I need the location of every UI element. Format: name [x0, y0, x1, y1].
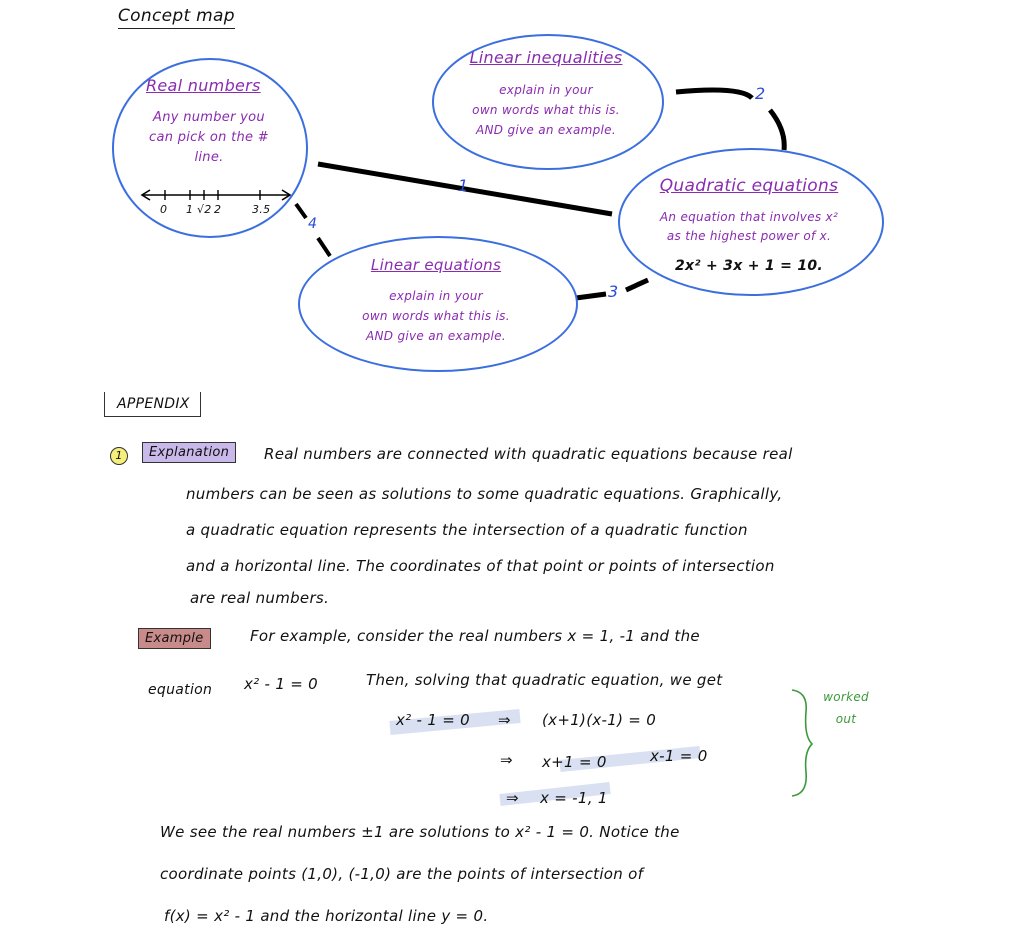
node-linear-inequalities-title: Linear inequalities: [469, 48, 623, 67]
tick-label-sqrt2: √2: [197, 203, 212, 216]
linear-equations-line-2: own words what this is.: [362, 309, 510, 323]
appendix-heading: APPENDIX: [104, 392, 201, 417]
connector-label-3: 3: [608, 282, 619, 301]
connector-label-2: 2: [755, 84, 766, 103]
linear-inequalities-line-1: explain in your: [499, 83, 593, 97]
quadratic-line-1: An equation that involves x²: [659, 210, 839, 224]
worked-out-brace: [792, 690, 812, 796]
real-numbers-line-1: Any number you: [153, 110, 265, 125]
example-line-1: For example, consider the real numbers x = 1, -1 and the: [250, 627, 700, 645]
connector-line-3a: [576, 294, 606, 298]
node-quadratic-equations-desc: [624, 208, 874, 246]
real-numbers-line-3: line.: [194, 150, 224, 165]
work-line-3-arrow: ⇒: [506, 789, 519, 807]
work-line-3: x = -1, 1: [540, 789, 608, 807]
explanation-line-4: and a horizontal line. The coordinates of that point or points of intersection: [186, 557, 775, 575]
linear-equations-line-3: AND give an example.: [366, 329, 506, 343]
example-line-2-rest: Then, solving that quadratic equation, we get: [366, 671, 723, 689]
work-line-1-arrow: ⇒: [498, 711, 511, 729]
linear-equations-line-1: explain in your: [389, 289, 483, 303]
node-linear-equations-title: Linear equations: [370, 256, 502, 274]
example-label: Example: [138, 628, 211, 649]
work-line-2-right: x-1 = 0: [650, 747, 708, 765]
page-title: Concept map: [118, 6, 235, 29]
linear-inequalities-line-3: AND give an example.: [476, 123, 616, 137]
explanation-line-2: numbers can be seen as solutions to some quadratic equations. Graphically,: [186, 485, 783, 503]
example-equation: x² - 1 = 0: [244, 675, 319, 693]
example-equation-label: equation: [148, 682, 213, 698]
connector-line-2a: [676, 90, 752, 98]
connector-line-4b: [318, 238, 330, 256]
connector-label-1: 1: [458, 176, 469, 195]
work-line-2-left: x+1 = 0: [542, 753, 607, 771]
node-linear-inequalities-desc: [432, 80, 660, 140]
worked-out-note: worked out: [823, 690, 869, 726]
conclusion-line-3: f(x) = x² - 1 and the horizontal line y = 0.: [164, 907, 489, 925]
work-line-2-arrow: ⇒: [500, 751, 513, 769]
node-linear-equations-desc: [298, 286, 574, 346]
tick-label-1: 1: [186, 203, 194, 216]
connector-line-4a: [296, 204, 306, 218]
node-real-numbers-desc: [126, 108, 292, 168]
explanation-label: Explanation: [142, 442, 236, 463]
tick-label-0: 0: [160, 203, 168, 216]
tick-label-3-5: 3.5: [252, 203, 271, 216]
tick-label-2: 2: [214, 203, 222, 216]
conclusion-line-2: coordinate points (1,0), (-1,0) are the points of intersection of: [160, 865, 644, 883]
node-quadratic-equations-title: Quadratic equations: [659, 176, 839, 196]
explanation-line-5: are real numbers.: [190, 589, 330, 607]
connector-line-3b: [626, 280, 648, 290]
linear-inequalities-line-2: own words what this is.: [472, 103, 620, 117]
quadratic-line-2: as the highest power of x.: [666, 229, 832, 243]
explanation-line-3: a quadratic equation represents the intersection of a quadratic function: [186, 521, 748, 539]
conclusion-line-1: We see the real numbers ±1 are solutions to x² - 1 = 0. Notice the: [160, 823, 680, 841]
connector-label-4: 4: [308, 216, 318, 232]
node-quadratic-equations-example: 2x² + 3x + 1 = 10.: [674, 258, 824, 274]
appendix-item-number: 1: [110, 447, 128, 465]
real-numbers-line-2: can pick on the #: [149, 130, 269, 145]
work-line-1-right: (x+1)(x-1) = 0: [542, 711, 657, 729]
work-line-1-left: x² - 1 = 0: [396, 711, 471, 729]
connector-line-2b: [770, 110, 784, 150]
explanation-line-1: Real numbers are connected with quadratic equations because real: [264, 445, 793, 463]
node-real-numbers-title: Real numbers: [146, 76, 261, 95]
